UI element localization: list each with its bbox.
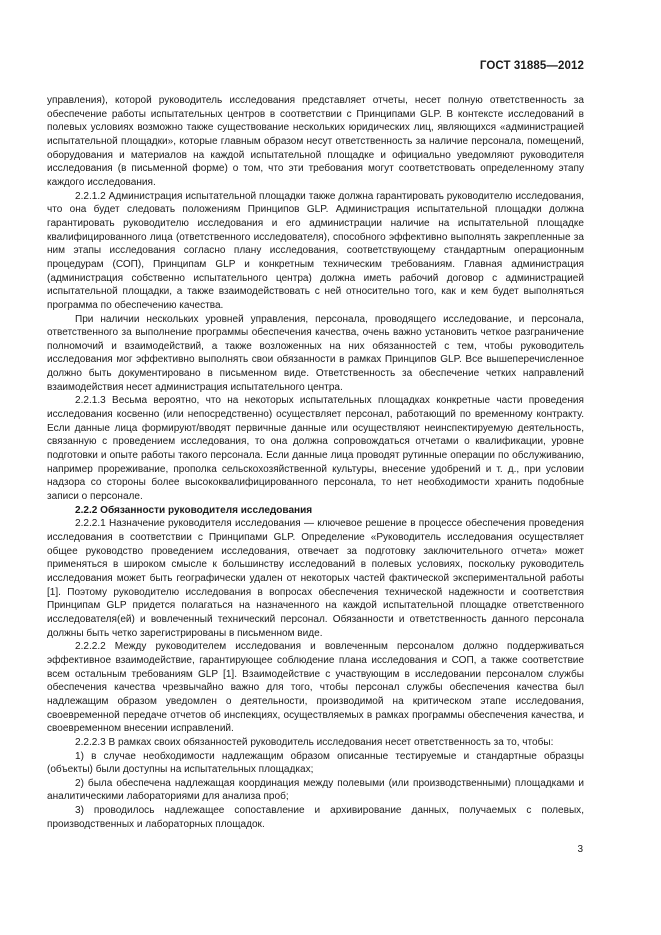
document-body <box>47 94 584 831</box>
list-item: 3) проводилось надлежащее сопоставление и архивирование данных, получаемых с полевых, производственных и лабораторных площадок. <box>47 805 584 830</box>
page-number: 3 <box>577 844 583 855</box>
paragraph: При наличии нескольких уровней управления, персонала, проводящего исследование, и персонала, ответственного за выполнение программы обеспечения качества, очень важно установить четкое разграничение полномочий и взаимодействий, а также возложенных на них обязанностей с тем, чтобы руководитель исследования мог эффективно выполнять свои обязанности в рамках Принципов GLP. Все вышеперечисленное должно быть документировано в письменном виде. Ответственность за обеспечение четких направлений взаимодействия несет администрация испытательного центра. <box>47 313 584 393</box>
paragraph: управления), которой руководитель исследования представляет отчеты, несет полную ответственность за обеспечение работы испытательных центров в соответствии с Принципами GLP. В контексте исследований в полевых условиях возможно также существование нескольких юридических лиц, являющихся «администрацией испытательной площадки», которые главным образом несут ответственность за наличие персонала, помещений, оборудования и материалов на каждой испытательной площадке и официально уведомляют руководителя исследования (в письменной форме) о том, что эти требования могут соответствовать определенному этапу каждого исследования. <box>47 95 584 188</box>
section-heading: 2.2.2 Обязанности руководителя исследования <box>75 504 313 516</box>
paragraph: 2.2.1.3 Весьма вероятно, что на некоторых испытательных площадках конкретные части проведения исследования косвенно (или непосредственно) осуществляет персонал, работающий по временному контракту. Если данные лица формируют/вводят первичные данные или осуществляют неинспектируемую деятельность, связанную с проведением исследования, то она должна сопровождаться отчетами о квалификации, уровне подготовки и опыте работы такого персонала. Если данные лица проводят рутинные операции по обслуживанию, например прореживание, прополка сельскохозяйственной культуры, внесение удобрений и т. д., при условии надзора со стороны более высококвалифицированного персонала, то нет необходимости хранить подобные записи о персонале. <box>47 395 584 503</box>
list-item: 1) в случае необходимости надлежащим образом описанные тестируемые и стандартные образцы (объекты) были доступны на испытательных площадках; <box>47 750 584 776</box>
paragraph: 2.2.1.2 Администрация испытательной площадки также должна гарантировать руководителю исследования, что она будет следовать положениям Принципов GLP. Администрация испытательной площадки должна гарантировать руководителю исследования и его администрации наличие на испытательной площадке квалифицированного лица (ответственного исследователя), способного эффективно выполнять закрепленные за ним этапы исследования согласно плану исследования, соответствующему стандартным операционным процедурам (СОП), Принципам GLP и конкретным техническим требованиям. Главная администрация (администрация собственно испытательного центра) должна иметь рабочий договор с администрацией испытательной площадки, а также взаимодействовать с ней относительно того, как и кем будет выполняться программа по обеспечению качества. <box>47 190 584 311</box>
document-header <box>480 60 584 72</box>
paragraph: 2.2.2.3 В рамках своих обязанностей руководитель исследования несет ответственность за то, чтобы: <box>75 736 554 748</box>
standard-id: ГОСТ 31885—2012 <box>479 60 584 72</box>
paragraph: 2.2.2.1 Назначение руководителя исследования — ключевое решение в процессе обеспечения проведения исследования в соответствии с Принципами GLP. Определение «Руководитель исследования осуществляет общее руководство проведением исследования, отвечает за подготовку заключительного отчета» может применяться в широком смысле к большинству исследований в полевых условиях, поскольку руководитель исследования может быть географически удален от некоторых частей фактической экспериментальной работы [1]. Поэтому руководителю исследования в вопросах обеспечения технической надежности и соответствия Принципам GLP придется полагаться на назначенного на каждой испытательной площадке ответственного исследователя(ей) и вовлеченный технический персонал. Обязанности и ответственность данного персонала должны быть четко зарегистрированы в письменном виде. <box>47 518 584 639</box>
list-item: 2) была обеспечена надлежащая координация между полевыми (или производственными) площадками и аналитическими лабораториями для анализа проб; <box>47 777 584 803</box>
paragraph: 2.2.2.2 Между руководителем исследования и вовлеченным персоналом должно поддерживаться эффективное взаимодействие, гарантирующее соблюдение плана исследования и СОП, а также соответствие всем остальным требованиям GLP [1]. Взаимодействие с участвующим в исследовании персоналом службы обеспечения качества чрезвычайно важно для того, чтобы персонал службы обеспечения качества был надлежащим образом уведомлен о деятельности, производимой на критическом этапе исследования, своевременной передаче отчетов об инспекциях, осуществляемых в рамках программы обеспечения качества, и своевременном внесении исправлений. <box>47 641 584 735</box>
